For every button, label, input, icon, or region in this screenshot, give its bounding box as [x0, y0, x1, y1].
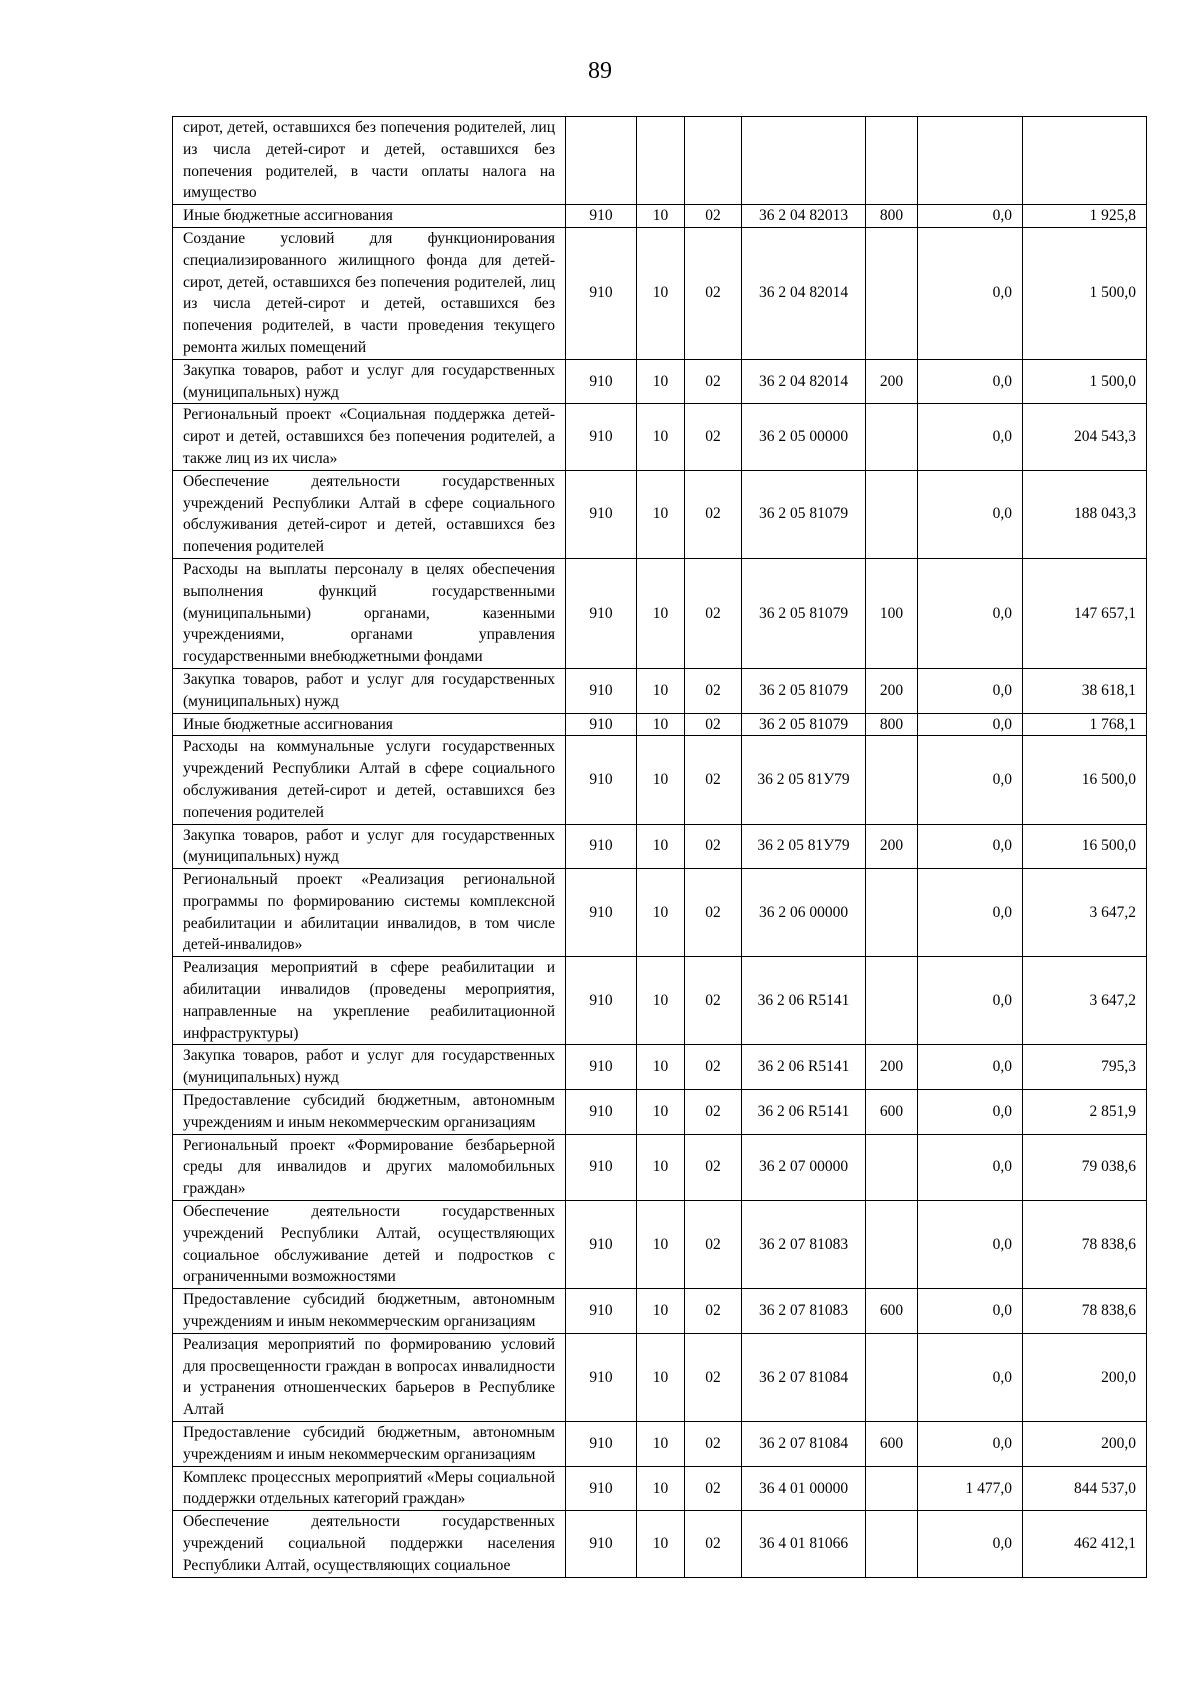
target-article-code-cell: 36 2 05 81У79 [742, 824, 866, 869]
amount-second-cell: 3 647,2 [1023, 957, 1147, 1045]
subsection-code-cell: 02 [685, 470, 742, 558]
table-row [173, 117, 1147, 205]
amount-first-cell: 0,0 [918, 1511, 1023, 1577]
row-description: Закупка товаров, работ и услуг для государственных (муниципальных) нужд [173, 668, 566, 713]
subsection-code-cell: 02 [685, 359, 742, 404]
table-row [173, 1134, 1147, 1200]
ministry-code-cell: 910 [566, 869, 637, 957]
table-row [173, 1466, 1147, 1511]
subsection-code-cell: 02 [685, 1134, 742, 1200]
amount-second-cell: 1 925,8 [1023, 205, 1147, 228]
table-row [173, 957, 1147, 1045]
target-article-code-cell: 36 2 06 R5141 [742, 1045, 866, 1090]
amount-second-cell: 200,0 [1023, 1422, 1147, 1467]
target-article-code-cell: 36 2 06 R5141 [742, 1090, 866, 1135]
table-row [173, 1045, 1147, 1090]
expense-type-code-cell: 800 [866, 205, 918, 228]
amount-first-cell: 0,0 [918, 227, 1023, 359]
amount-first-cell: 0,0 [918, 359, 1023, 404]
expense-type-code-cell [866, 1466, 918, 1511]
amount-first-cell: 0,0 [918, 957, 1023, 1045]
amount-second-cell: 1 500,0 [1023, 227, 1147, 359]
ministry-code-cell: 910 [566, 1466, 637, 1511]
amount-second-cell: 1 500,0 [1023, 359, 1147, 404]
amount-second-cell: 78 838,6 [1023, 1201, 1147, 1289]
row-description: Обеспечение деятельности государственных учреждений Республики Алтай, осуществляющих социальное обслуживание детей и подростков с ограниченными возможностями [173, 1201, 566, 1289]
section-code-cell: 10 [637, 957, 685, 1045]
row-description: Предоставление субсидий бюджетным, автономным учреждениям и иным некоммерческим организациям [173, 1422, 566, 1467]
section-code-cell: 10 [637, 205, 685, 228]
section-code-cell: 10 [637, 1201, 685, 1289]
target-article-code-cell: 36 2 05 81079 [742, 558, 866, 668]
amount-first-cell: 0,0 [918, 1289, 1023, 1334]
ministry-code-cell: 910 [566, 205, 637, 228]
section-code-cell: 10 [637, 668, 685, 713]
amount-first-cell: 0,0 [918, 713, 1023, 736]
table-row [173, 359, 1147, 404]
amount-first-cell: 0,0 [918, 1422, 1023, 1467]
target-article-code-cell: 36 4 01 81066 [742, 1511, 866, 1577]
row-description: Создание условий для функционирования специализированного жилищного фонда для детей-сирот, детей, оставшихся без попечения родителей, лиц из числа детей-сирот и детей, оставшихся без попечения родителей, в части проведения текущего ремонта жилых помещений [173, 227, 566, 359]
target-article-code-cell: 36 2 07 81083 [742, 1201, 866, 1289]
expense-type-code-cell: 200 [866, 1045, 918, 1090]
target-article-code-cell: 36 2 05 81079 [742, 668, 866, 713]
expense-type-code-cell [866, 1511, 918, 1577]
subsection-code-cell [685, 117, 742, 205]
section-code-cell: 10 [637, 824, 685, 869]
section-code-cell: 10 [637, 404, 685, 470]
amount-second-cell: 2 851,9 [1023, 1090, 1147, 1135]
target-article-code-cell: 36 2 05 81У79 [742, 736, 866, 824]
table-row [173, 205, 1147, 228]
subsection-code-cell: 02 [685, 1201, 742, 1289]
amount-first-cell: 0,0 [918, 1134, 1023, 1200]
amount-first-cell: 0,0 [918, 205, 1023, 228]
target-article-code-cell: 36 2 05 81079 [742, 713, 866, 736]
amount-second-cell: 795,3 [1023, 1045, 1147, 1090]
ministry-code-cell: 910 [566, 558, 637, 668]
ministry-code-cell: 910 [566, 668, 637, 713]
row-description: Закупка товаров, работ и услуг для государственных (муниципальных) нужд [173, 824, 566, 869]
table-row [173, 1333, 1147, 1421]
row-description: Расходы на выплаты персоналу в целях обеспечения выполнения функций государственными (муниципальными) органами, казенными учреждениями, органами управления государственными внебюджетными фондами [173, 558, 566, 668]
target-article-code-cell: 36 2 07 81084 [742, 1333, 866, 1421]
expense-type-code-cell: 100 [866, 558, 918, 668]
ministry-code-cell: 910 [566, 736, 637, 824]
ministry-code-cell: 910 [566, 824, 637, 869]
page-number: 89 [588, 58, 612, 84]
subsection-code-cell: 02 [685, 1333, 742, 1421]
target-article-code-cell: 36 2 07 00000 [742, 1134, 866, 1200]
ministry-code-cell: 910 [566, 359, 637, 404]
section-code-cell: 10 [637, 1134, 685, 1200]
expense-type-code-cell [866, 1201, 918, 1289]
target-article-code-cell: 36 4 01 00000 [742, 1466, 866, 1511]
expense-type-code-cell [866, 227, 918, 359]
table-row [173, 869, 1147, 957]
section-code-cell: 10 [637, 470, 685, 558]
table-row [173, 227, 1147, 359]
expense-type-code-cell: 200 [866, 824, 918, 869]
amount-first-cell: 0,0 [918, 869, 1023, 957]
expense-type-code-cell: 200 [866, 668, 918, 713]
row-description: Иные бюджетные ассигнования [173, 205, 566, 228]
ministry-code-cell: 910 [566, 1090, 637, 1135]
expense-type-code-cell [866, 470, 918, 558]
expense-type-code-cell [866, 117, 918, 205]
ministry-code-cell: 910 [566, 227, 637, 359]
row-description: сирот, детей, оставшихся без попечения родителей, лиц из числа детей-сирот и детей, оставшихся без попечения родителей, в части оплаты налога на имущество [173, 117, 566, 205]
row-description: Региональный проект «Социальная поддержка детей-сирот и детей, оставшихся без попечения родителей, а также лиц из их числа» [173, 404, 566, 470]
amount-second-cell: 16 500,0 [1023, 736, 1147, 824]
row-description: Закупка товаров, работ и услуг для государственных (муниципальных) нужд [173, 359, 566, 404]
amount-first-cell: 0,0 [918, 470, 1023, 558]
row-description: Региональный проект «Реализация региональной программы по формированию системы комплексной реабилитации и абилитации инвалидов, в том числе детей-инвалидов» [173, 869, 566, 957]
section-code-cell: 10 [637, 1466, 685, 1511]
table-row [173, 470, 1147, 558]
subsection-code-cell: 02 [685, 205, 742, 228]
amount-first-cell: 0,0 [918, 1045, 1023, 1090]
target-article-code-cell: 36 2 04 82014 [742, 359, 866, 404]
amount-first-cell: 1 477,0 [918, 1466, 1023, 1511]
target-article-code-cell [742, 117, 866, 205]
table-row [173, 404, 1147, 470]
expense-type-code-cell: 600 [866, 1289, 918, 1334]
amount-second-cell: 147 657,1 [1023, 558, 1147, 668]
subsection-code-cell: 02 [685, 1422, 742, 1467]
target-article-code-cell: 36 2 05 00000 [742, 404, 866, 470]
section-code-cell: 10 [637, 1422, 685, 1467]
amount-second-cell: 79 038,6 [1023, 1134, 1147, 1200]
expense-type-code-cell: 600 [866, 1422, 918, 1467]
amount-first-cell: 0,0 [918, 1090, 1023, 1135]
target-article-code-cell: 36 2 07 81084 [742, 1422, 866, 1467]
subsection-code-cell: 02 [685, 1289, 742, 1334]
amount-second-cell: 1 768,1 [1023, 713, 1147, 736]
row-description: Предоставление субсидий бюджетным, автономным учреждениям и иным некоммерческим организациям [173, 1289, 566, 1334]
amount-second-cell [1023, 117, 1147, 205]
amount-second-cell: 188 043,3 [1023, 470, 1147, 558]
row-description: Комплекс процессных мероприятий «Меры социальной поддержки отдельных категорий граждан» [173, 1466, 566, 1511]
subsection-code-cell: 02 [685, 668, 742, 713]
target-article-code-cell: 36 2 04 82013 [742, 205, 866, 228]
subsection-code-cell: 02 [685, 713, 742, 736]
row-description: Закупка товаров, работ и услуг для государственных (муниципальных) нужд [173, 1045, 566, 1090]
table-row [173, 824, 1147, 869]
subsection-code-cell: 02 [685, 957, 742, 1045]
ministry-code-cell: 910 [566, 1511, 637, 1577]
target-article-code-cell: 36 2 07 81083 [742, 1289, 866, 1334]
subsection-code-cell: 02 [685, 1511, 742, 1577]
section-code-cell: 10 [637, 1333, 685, 1421]
amount-second-cell: 204 543,3 [1023, 404, 1147, 470]
ministry-code-cell: 910 [566, 1201, 637, 1289]
subsection-code-cell: 02 [685, 736, 742, 824]
section-code-cell: 10 [637, 736, 685, 824]
amount-second-cell: 16 500,0 [1023, 824, 1147, 869]
section-code-cell: 10 [637, 1511, 685, 1577]
expense-type-code-cell: 600 [866, 1090, 918, 1135]
section-code-cell: 10 [637, 1289, 685, 1334]
ministry-code-cell: 910 [566, 1134, 637, 1200]
section-code-cell [637, 117, 685, 205]
amount-first-cell: 0,0 [918, 1201, 1023, 1289]
section-code-cell: 10 [637, 1045, 685, 1090]
row-description: Обеспечение деятельности государственных учреждений социальной поддержки населения Республики Алтай, осуществляющих социальное [173, 1511, 566, 1577]
row-description: Обеспечение деятельности государственных учреждений Республики Алтай в сфере социального обслуживания детей-сирот и детей, оставшихся без попечения родителей [173, 470, 566, 558]
subsection-code-cell: 02 [685, 227, 742, 359]
amount-first-cell: 0,0 [918, 736, 1023, 824]
table-row [173, 736, 1147, 824]
subsection-code-cell: 02 [685, 869, 742, 957]
table-row [173, 713, 1147, 736]
target-article-code-cell: 36 2 04 82014 [742, 227, 866, 359]
expense-type-code-cell [866, 404, 918, 470]
section-code-cell: 10 [637, 713, 685, 736]
ministry-code-cell: 910 [566, 1045, 637, 1090]
expense-type-code-cell [866, 1333, 918, 1421]
amount-first-cell [918, 117, 1023, 205]
ministry-code-cell [566, 117, 637, 205]
amount-first-cell: 0,0 [918, 668, 1023, 713]
table-row [173, 1090, 1147, 1135]
expense-type-code-cell [866, 1134, 918, 1200]
table-body [173, 117, 1147, 1578]
ministry-code-cell: 910 [566, 1289, 637, 1334]
subsection-code-cell: 02 [685, 1045, 742, 1090]
row-description: Предоставление субсидий бюджетным, автономным учреждениям и иным некоммерческим организациям [173, 1090, 566, 1135]
row-description: Иные бюджетные ассигнования [173, 713, 566, 736]
row-description: Расходы на коммунальные услуги государственных учреждений Республики Алтай в сфере социального обслуживания детей-сирот и детей, оставшихся без попечения родителей [173, 736, 566, 824]
expense-type-code-cell [866, 957, 918, 1045]
section-code-cell: 10 [637, 227, 685, 359]
table-row [173, 1201, 1147, 1289]
expense-type-code-cell [866, 869, 918, 957]
budget-table [172, 116, 1147, 1578]
amount-first-cell: 0,0 [918, 558, 1023, 668]
amount-second-cell: 3 647,2 [1023, 869, 1147, 957]
ministry-code-cell: 910 [566, 404, 637, 470]
amount-second-cell: 200,0 [1023, 1333, 1147, 1421]
amount-first-cell: 0,0 [918, 404, 1023, 470]
subsection-code-cell: 02 [685, 1090, 742, 1135]
target-article-code-cell: 36 2 06 R5141 [742, 957, 866, 1045]
amount-first-cell: 0,0 [918, 824, 1023, 869]
section-code-cell: 10 [637, 869, 685, 957]
table-row [173, 1289, 1147, 1334]
subsection-code-cell: 02 [685, 404, 742, 470]
subsection-code-cell: 02 [685, 1466, 742, 1511]
expense-type-code-cell: 200 [866, 359, 918, 404]
subsection-code-cell: 02 [685, 558, 742, 668]
ministry-code-cell: 910 [566, 713, 637, 736]
table-row [173, 668, 1147, 713]
target-article-code-cell: 36 2 05 81079 [742, 470, 866, 558]
ministry-code-cell: 910 [566, 1333, 637, 1421]
subsection-code-cell: 02 [685, 824, 742, 869]
row-description: Региональный проект «Формирование безбарьерной среды для инвалидов и других маломобильных граждан» [173, 1134, 566, 1200]
amount-second-cell: 38 618,1 [1023, 668, 1147, 713]
ministry-code-cell: 910 [566, 957, 637, 1045]
amount-second-cell: 78 838,6 [1023, 1289, 1147, 1334]
ministry-code-cell: 910 [566, 470, 637, 558]
amount-second-cell: 844 537,0 [1023, 1466, 1147, 1511]
amount-second-cell: 462 412,1 [1023, 1511, 1147, 1577]
expense-type-code-cell [866, 736, 918, 824]
row-description: Реализация мероприятий по формированию условий для просвещенности граждан в вопросах инвалидности и устранения отношенческих барьеров в Республике Алтай [173, 1333, 566, 1421]
table-row [173, 1511, 1147, 1577]
ministry-code-cell: 910 [566, 1422, 637, 1467]
amount-first-cell: 0,0 [918, 1333, 1023, 1421]
section-code-cell: 10 [637, 359, 685, 404]
table-row [173, 1422, 1147, 1467]
section-code-cell: 10 [637, 558, 685, 668]
target-article-code-cell: 36 2 06 00000 [742, 869, 866, 957]
section-code-cell: 10 [637, 1090, 685, 1135]
row-description: Реализация мероприятий в сфере реабилитации и абилитации инвалидов (проведены мероприятия, направленные на укрепление реабилитационной инфраструктуры) [173, 957, 566, 1045]
expense-type-code-cell: 800 [866, 713, 918, 736]
table-row [173, 558, 1147, 668]
